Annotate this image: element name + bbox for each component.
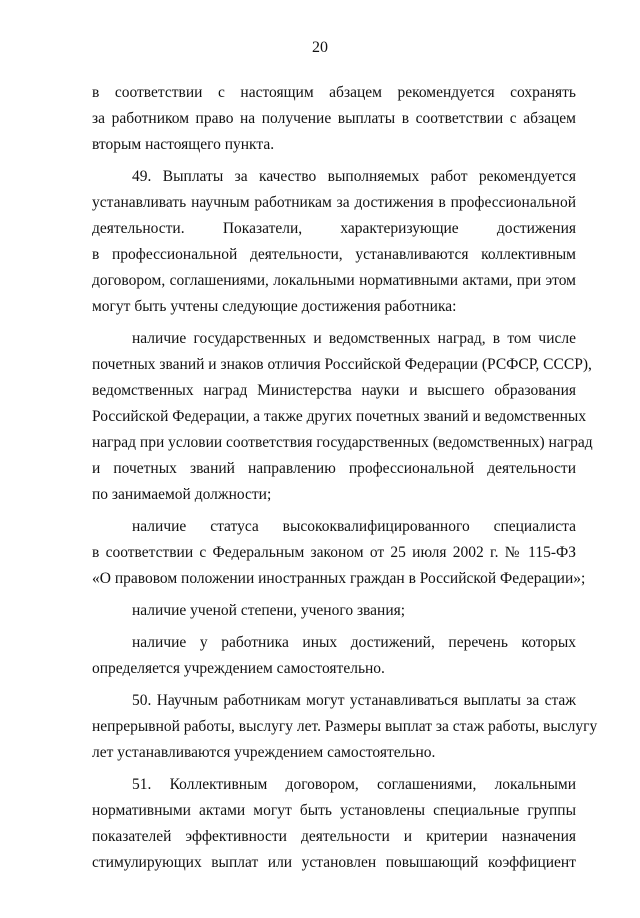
text-line: могут быть учтены следующие достижения работника:: [92, 298, 457, 315]
text-line: наличие государственных и ведомственных наград, в том числе: [132, 330, 576, 347]
text-line: вторым настоящего пункта.: [92, 136, 275, 153]
text-line: деятельности. Показатели, характеризующие достижения: [92, 220, 576, 237]
text-line: стимулирующих выплат или установлен повышающий коэффициент: [92, 854, 576, 871]
text-line: лет устанавливаются учреждением самостоятельно.: [92, 744, 436, 761]
text-line: наличие ученой степени, ученого звания;: [132, 602, 406, 619]
text-line: в соответствии с настоящим абзацем рекомендуется сохранять: [92, 84, 576, 101]
text-line: 50. Научным работникам могут устанавливаться выплаты за стаж: [132, 692, 576, 709]
text-line: наличие у работника иных достижений, перечень которых: [132, 634, 576, 651]
text-line: 49. Выплаты за качество выполняемых работ рекомендуется: [132, 168, 576, 185]
text-line: в соответствии с Федеральным законом от 25 июля 2002 г. № 115-ФЗ: [92, 544, 576, 561]
text-line: Российской Федерации, а также других почетных званий и ведомственных: [92, 408, 587, 425]
document-body: [92, 80, 598, 876]
text-line: наград при условии соответствия государственных (ведомственных) наград: [92, 434, 593, 451]
text-line: 51. Коллективным договором, соглашениями, локальными: [132, 776, 576, 793]
text-line: наличие статуса высококвалифицированного специалиста: [132, 518, 576, 535]
text-line: и почетных званий направлению профессиональной деятельности: [92, 460, 576, 477]
text-line: устанавливать научным работникам за достижения в профессиональной: [92, 194, 576, 211]
text-line: ведомственных наград Министерства науки и высшего образования: [92, 382, 576, 399]
text-line: почетных званий и знаков отличия Российской Федерации (РСФСР, СССР),: [92, 356, 592, 373]
text-line: определяется учреждением самостоятельно.: [92, 660, 385, 677]
text-line: непрерывной работы, выслугу лет. Размеры выплат за стаж работы, выслугу: [92, 718, 598, 735]
text-line: нормативными актами могут быть установлены специальные группы: [92, 802, 576, 819]
text-line: договором, соглашениями, локальными нормативными актами, при этом: [92, 272, 576, 289]
text-line: за работником право на получение выплаты в соответствии с абзацем: [92, 110, 576, 127]
text-line: показателей эффективности деятельности и критерии назначения: [92, 828, 576, 845]
text-line: по занимаемой должности;: [92, 486, 272, 503]
text-line: «О правовом положении иностранных граждан в Российской Федерации»;: [92, 570, 586, 587]
page-number: 20: [312, 39, 328, 56]
text-line: в профессиональной деятельности, устанавливаются коллективным: [92, 246, 576, 263]
